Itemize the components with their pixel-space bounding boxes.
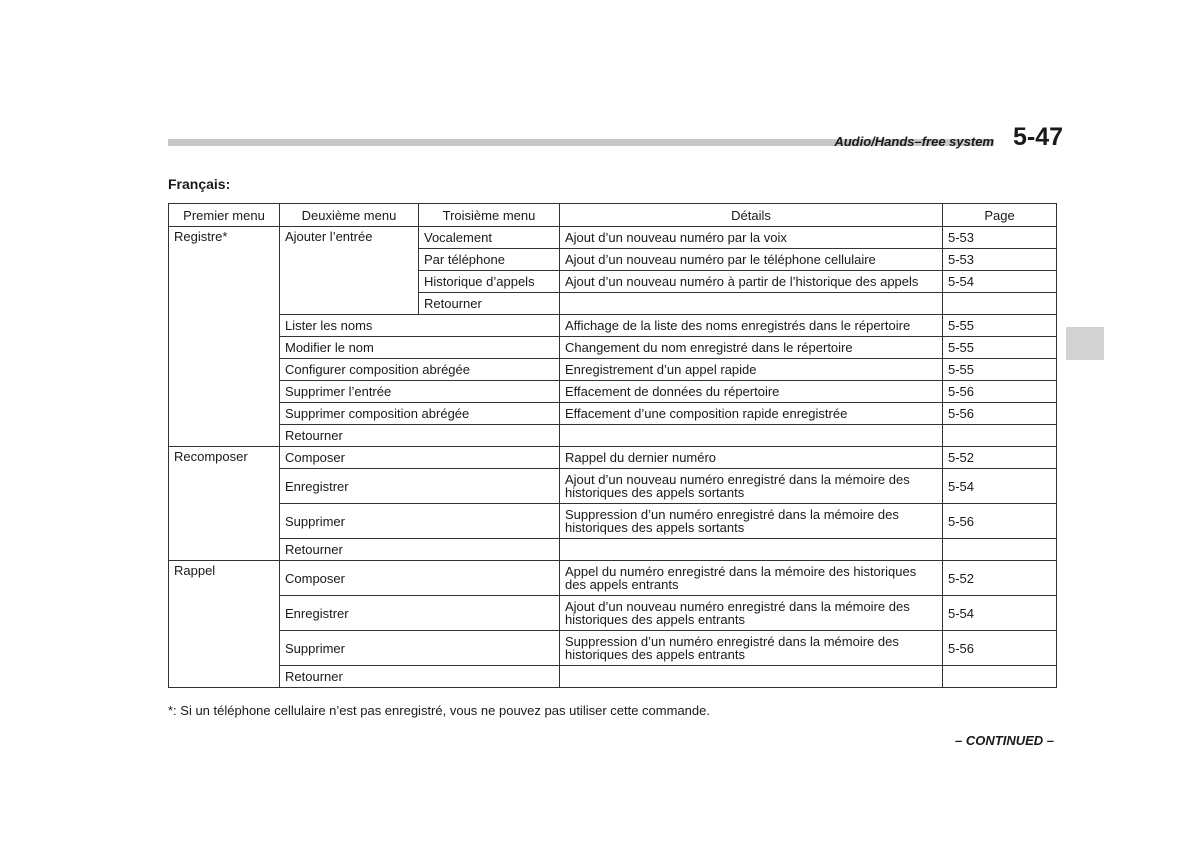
page-cell	[943, 666, 1057, 688]
page-cell: 5-53	[943, 249, 1057, 271]
details-cell: Ajout d’un nouveau numéro à partir de l’historique des appels	[560, 271, 943, 293]
second-menu-cell: Enregistrer	[280, 596, 560, 631]
third-menu-cell: Historique d’appels	[419, 271, 560, 293]
details-cell: Appel du numéro enregistré dans la mémoire des historiques des appels entrants	[560, 561, 943, 596]
footnote: *: Si un téléphone cellulaire n’est pas enregistré, vous ne pouvez pas utiliser cette commande.	[168, 703, 710, 718]
page-cell: 5-55	[943, 337, 1057, 359]
details-cell	[560, 425, 943, 447]
table-row	[169, 315, 1057, 337]
page-cell: 5-56	[943, 631, 1057, 666]
header-page: Page	[943, 204, 1057, 227]
table-row	[169, 504, 1057, 539]
first-menu-cell: Registre*	[169, 227, 280, 447]
header-first-menu: Premier menu	[169, 204, 280, 227]
second-menu-cell: Enregistrer	[280, 469, 560, 504]
details-cell	[560, 666, 943, 688]
third-menu-cell: Retourner	[419, 293, 560, 315]
page-cell: 5-53	[943, 227, 1057, 249]
table-row	[169, 381, 1057, 403]
second-menu-cell: Composer	[280, 561, 560, 596]
header-details: Détails	[560, 204, 943, 227]
table-row	[169, 469, 1057, 504]
page-cell: 5-55	[943, 359, 1057, 381]
first-menu-cell: Recomposer	[169, 447, 280, 561]
table-row	[169, 425, 1057, 447]
details-cell: Ajout d’un nouveau numéro enregistré dans la mémoire des historiques des appels entrants	[560, 596, 943, 631]
page-cell: 5-54	[943, 596, 1057, 631]
second-menu-cell: Retourner	[280, 425, 560, 447]
second-menu-cell: Supprimer	[280, 504, 560, 539]
details-cell	[560, 293, 943, 315]
table-row	[169, 447, 1057, 469]
second-menu-cell: Supprimer composition abrégée	[280, 403, 560, 425]
details-cell: Ajout d’un nouveau numéro enregistré dans la mémoire des historiques des appels sortants	[560, 469, 943, 504]
table-row	[169, 666, 1057, 688]
page-cell	[943, 539, 1057, 561]
table-row	[169, 631, 1057, 666]
first-menu-cell: Rappel	[169, 561, 280, 688]
page-number: 5-47	[1013, 123, 1064, 151]
third-menu-cell: Vocalement	[419, 227, 560, 249]
second-menu-cell: Retourner	[280, 539, 560, 561]
page-cell: 5-56	[943, 403, 1057, 425]
table-row	[169, 561, 1057, 596]
table-row	[169, 596, 1057, 631]
details-cell: Effacement de données du répertoire	[560, 381, 943, 403]
details-cell	[560, 539, 943, 561]
page-cell	[943, 425, 1057, 447]
third-menu-cell: Par téléphone	[419, 249, 560, 271]
page-cell: 5-55	[943, 315, 1057, 337]
second-menu-cell: Supprimer	[280, 631, 560, 666]
second-menu-cell: Configurer composition abrégée	[280, 359, 560, 381]
second-menu-cell: Composer	[280, 447, 560, 469]
chapter-tab	[1066, 327, 1104, 360]
page-cell: 5-52	[943, 561, 1057, 596]
details-cell: Ajout d’un nouveau numéro par la voix	[560, 227, 943, 249]
header-second-menu: Deuxième menu	[280, 204, 419, 227]
table-row	[169, 539, 1057, 561]
continued-label: – CONTINUED –	[955, 733, 1054, 748]
details-cell: Enregistrement d’un appel rapide	[560, 359, 943, 381]
second-menu-cell: Modifier le nom	[280, 337, 560, 359]
page-cell: 5-56	[943, 504, 1057, 539]
table-row	[169, 337, 1057, 359]
table-header-row	[169, 204, 1057, 227]
table-row	[169, 227, 1057, 249]
details-cell: Suppression d’un numéro enregistré dans la mémoire des historiques des appels entrants	[560, 631, 943, 666]
page-cell: 5-52	[943, 447, 1057, 469]
second-menu-cell: Supprimer l’entrée	[280, 381, 560, 403]
header-third-menu: Troisième menu	[419, 204, 560, 227]
table-row	[169, 403, 1057, 425]
second-menu-cell: Ajouter l’entrée	[280, 227, 419, 315]
page-cell: 5-56	[943, 381, 1057, 403]
table-row	[169, 359, 1057, 381]
details-cell: Affichage de la liste des noms enregistrés dans le répertoire	[560, 315, 943, 337]
details-cell: Ajout d’un nouveau numéro par le téléphone cellulaire	[560, 249, 943, 271]
details-cell: Effacement d’une composition rapide enregistrée	[560, 403, 943, 425]
details-cell: Suppression d’un numéro enregistré dans la mémoire des historiques des appels sortants	[560, 504, 943, 539]
second-menu-cell: Lister les noms	[280, 315, 560, 337]
page-cell	[943, 293, 1057, 315]
menu-table	[168, 203, 1057, 688]
language-title: Français:	[168, 176, 231, 192]
page-cell: 5-54	[943, 469, 1057, 504]
details-cell: Changement du nom enregistré dans le répertoire	[560, 337, 943, 359]
section-title: Audio/Hands–free system	[834, 134, 994, 149]
page-cell: 5-54	[943, 271, 1057, 293]
details-cell: Rappel du dernier numéro	[560, 447, 943, 469]
second-menu-cell: Retourner	[280, 666, 560, 688]
